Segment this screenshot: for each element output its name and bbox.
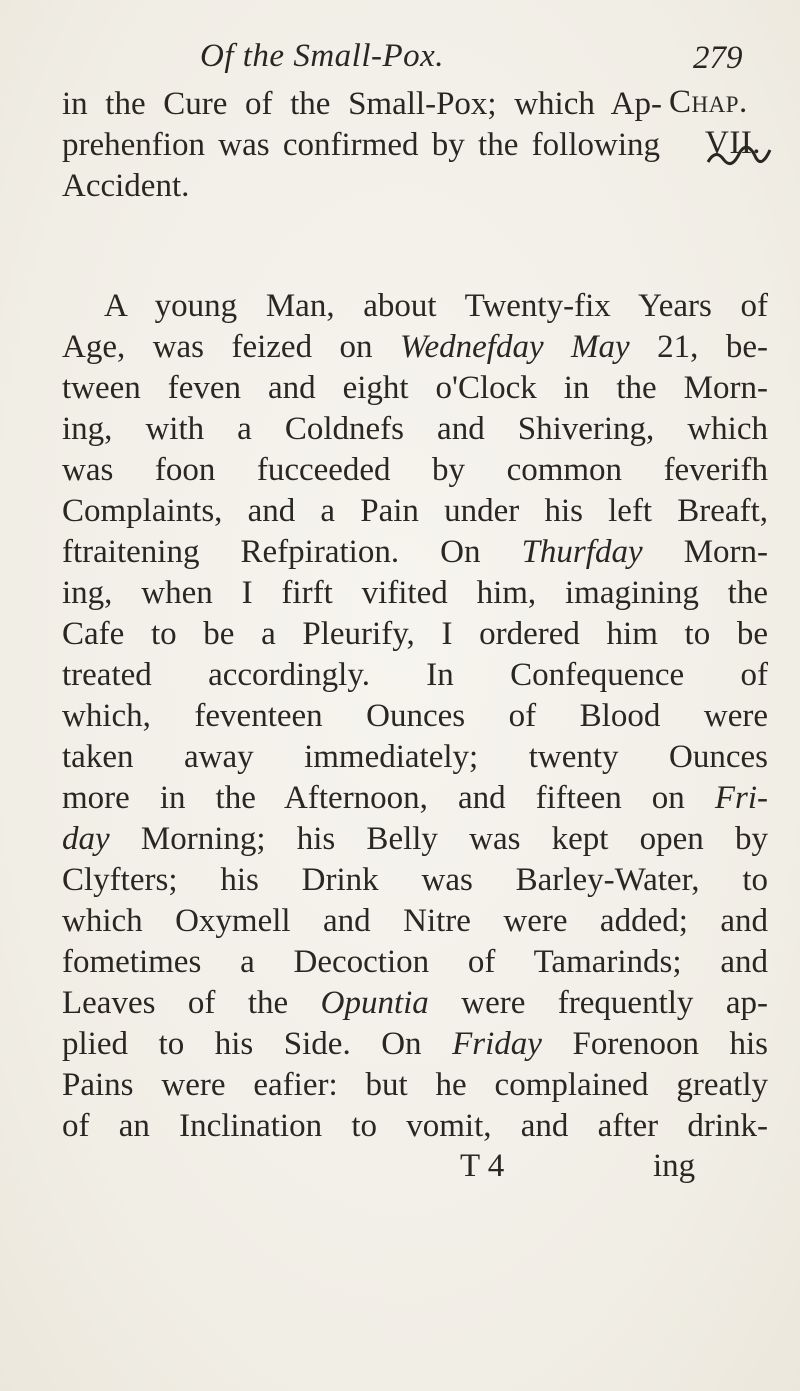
chapter-number: VII. <box>705 125 762 161</box>
text-line: of an Inclination to vomit, and after drink- <box>62 1108 768 1144</box>
text-line: Leaves of the Opuntia were frequently ap- <box>62 985 768 1021</box>
text-line: which, feventeen Ounces of Blood were <box>62 698 768 734</box>
text-line: tween feven and eight o'Clock in the Morn- <box>62 370 768 406</box>
chapter-label: Chap. <box>669 84 748 120</box>
running-title: Of the Small-Pox. <box>200 38 445 74</box>
text-line: Pains were eafier: but he complained greatly <box>62 1067 768 1103</box>
text-line: fometimes a Decoction of Tamarinds; and <box>62 944 768 980</box>
page-number: 279 <box>693 40 743 76</box>
text-line: Age, was feized on Wednefday May 21, be- <box>62 329 769 365</box>
text-line: which Oxymell and Nitre were added; and <box>62 903 768 939</box>
italic-day-name: Fri- <box>714 780 768 816</box>
text-line: ing, with a Coldnefs and Shivering, which <box>62 411 768 447</box>
text-line: Accident. <box>62 168 190 204</box>
italic-plant-name: Opuntia <box>320 985 429 1021</box>
text-line: ing, when I firft vifited him, imagining the <box>62 575 768 611</box>
text-line: plied to his Side. On Friday Forenoon his <box>62 1026 769 1062</box>
text-line: ftraitening Refpiration. On Thurfday Morn- <box>62 534 769 570</box>
ornament-icon <box>704 132 774 168</box>
text-line: Cafe to be a Pleurify, I ordered him to be <box>62 616 768 652</box>
text-line: day Morning; his Belly was kept open by <box>62 821 768 857</box>
text-line: Complaints, and a Pain under his left Breaft, <box>62 493 768 529</box>
italic-day-name: Wednefday May <box>400 329 630 365</box>
text-line: treated accordingly. In Confequence of <box>62 657 768 693</box>
italic-day-name: Thurfday <box>521 534 643 570</box>
italic-day-name: Friday <box>452 1026 542 1062</box>
text-line: in the Cure of the Small-Pox; which Ap- <box>62 86 662 122</box>
text-line: was foon fucceeded by common feverifh <box>62 452 768 488</box>
text-line: prehenfion was confirmed by the following <box>62 127 660 163</box>
italic-day-name: day <box>62 821 110 857</box>
catchword: ing <box>653 1148 696 1184</box>
text-line: A young Man, about Twenty-fix Years of <box>104 288 768 324</box>
text-line: more in the Afternoon, and fifteen on Fri- <box>62 780 768 816</box>
text-line: taken away immediately; twenty Ounces <box>62 739 768 775</box>
signature-mark: T 4 <box>460 1148 505 1184</box>
text-line: Clyfters; his Drink was Barley-Water, to <box>62 862 768 898</box>
